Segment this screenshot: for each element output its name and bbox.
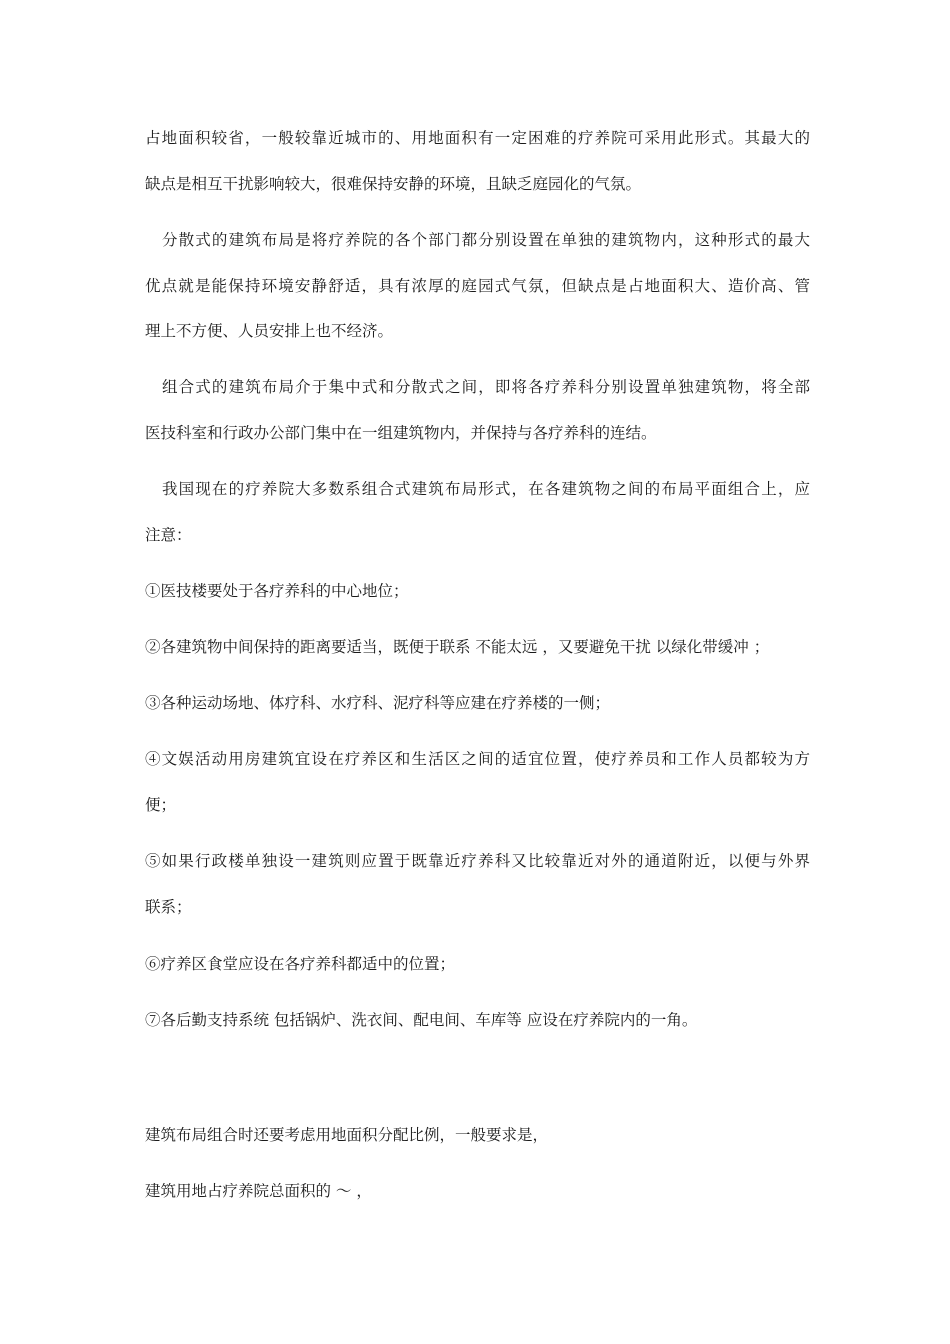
list-item-5-cont: 联系； [145,898,192,916]
text-line-5: 理上不方便、人员安排上也不经济。 [145,322,394,340]
text-line-6: 组合式的建筑布局介于集中式和分散式之间，即将各疗养科分别设置单独建筑物，将全部 [162,378,810,396]
text-line-7: 医技科室和行政办公部门集中在一组建筑物内，并保持与各疗养科的连结。 [145,424,657,442]
list-item-4: ④文娱活动用房建筑宜设在疗养区和生活区之间的适宜位置，使疗养员和工作人员都较为方 [145,750,810,768]
text-line-4: 优点就是能保持环境安静舒适，具有浓厚的庭园式气氛，但缺点是占地面积大、造价高、管 [145,277,810,295]
text-line-9: 注意： [145,526,192,544]
text-line-area-ratio: 建筑布局组合时还要考虑用地面积分配比例，一般要求是， [145,1126,549,1144]
text-line-3: 分散式的建筑布局是将疗养院的各个部门都分别设置在单独的建筑物内，这种形式的最大 [162,231,810,249]
text-line-8: 我国现在的疗养院大多数系组合式建筑布局形式，在各建筑物之间的布局平面组合上，应 [162,480,810,498]
list-item-7: ⑦各后勤支持系统 包括锅炉、洗衣间、配电间、车库等 应设在疗养院内的一角。 [145,1011,698,1029]
text-line-1: 占地面积较省，一般较靠近城市的、用地面积有一定困难的疗养院可采用此形式。其最大的 [145,129,810,147]
list-item-2: ②各建筑物中间保持的距离要适当，既便于联系 不能太远 ，又要避免干扰 以绿化带缓冲 ； [145,638,770,656]
list-item-3: ③各种运动场地、体疗科、水疗科、泥疗科等应建在疗养楼的一侧； [145,694,611,712]
list-item-4-cont: 便； [145,796,177,814]
list-item-6: ⑥疗养区食堂应设在各疗养科都适中的位置； [145,955,456,973]
list-item-5: ⑤如果行政楼单独设一建筑则应置于既靠近疗养科又比较靠近对外的通道附近，以便与外界 [145,852,810,870]
list-item-1: ①医技楼要处于各疗养科的中心地位； [145,582,409,600]
text-line-2: 缺点是相互干扰影响较大，很难保持安静的环境，且缺乏庭园化的气氛。 [145,175,642,193]
text-line-building-land: 建筑用地占疗养院总面积的 ～ ， [145,1182,372,1200]
